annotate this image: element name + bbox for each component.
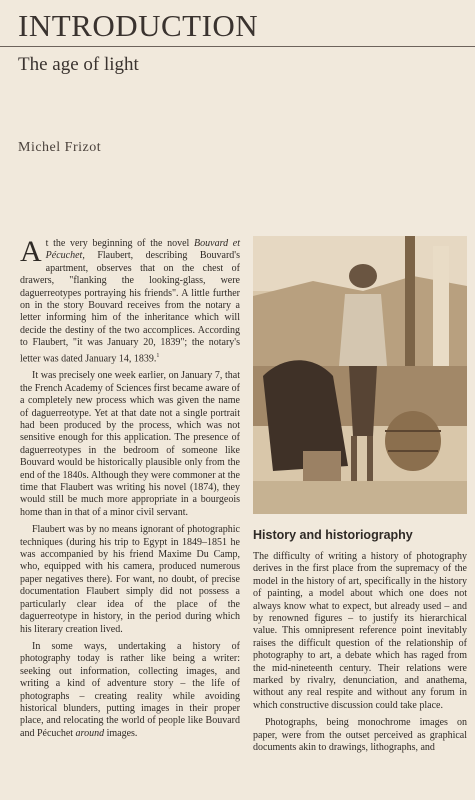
paragraph-2: It was precisely one week earlier, on January 7, that the French Academy of Sciences first became aware of a completely new process which was given the name of daguerreotype. Yet at that date not a single portrait had been produced by the process, which was not sensitive enough for this application. The presence of daguerreotypes in the bedroom of someone like Bouvard would be historically plausible only from the end of the 1840s. Although they were commoner at the time that Flaubert was writing his novel (1874), they would still be much more appropriate in a bourgeois home than in that of a minor civil servant. (20, 370, 240, 518)
photograph-illustration (253, 236, 467, 514)
paragraph-3: Flaubert was by no means ignorant of photographic techniques (during his trip to Egypt in 1849–1851 he was accompanied by his friend Maxime Du Camp, who, equipped with his camera, produced numerous paper negatives there). For want, no doubt, of precise documentation Flaubert simply did not possess a particularly clear idea of the place of the daguerreotype in history, in the period during which his literary creation lived. (20, 524, 240, 635)
footnote-marker: 1 (156, 352, 160, 359)
title-divider (0, 46, 475, 47)
chapter-title: INTRODUCTION (18, 8, 259, 43)
right-paragraph-2: Photographs, being monochrome images on paper, were from the outset perceived as graphical documents akin to drawings, lithographs, and (253, 717, 467, 754)
paragraph-1: At the very beginning of the novel Bouvard et Pécuchet, Flaubert, describing Bouvard's apartment, observes that on the chest of drawers, "flanking the looking-glass, were daguerreotypes portraying his friends". A little further on in the story Bouvard receives from the notary a letter informing him of the inheritance which will decide the destiny of the two accomplices. According to Flaubert, "it was January 20, 1839"; the notary's letter was dated January 14, 1839.$^1$ (20, 235, 240, 364)
paragraph-4: In some ways, undertaking a history of photography today is rather like being a writer: seeking out information, collecting images, and writing a kind of adventure story – the life of photographs – creating reality while avoiding historical blunders, putting images in their proper place, and relocating the world of people like Bouvard and Pécuchet around images. (20, 640, 240, 739)
section-heading: History and historiography (253, 528, 413, 542)
author-name: Michel Frizot (18, 140, 102, 155)
chapter-subtitle: The age of light (18, 54, 139, 75)
historical-photograph (253, 236, 467, 514)
left-text-column (20, 235, 240, 740)
right-paragraph-1: The difficulty of writing a history of photography derives in the first place from the supremacy of the model in the history of art, specifically in the history of painting, a model about which one does not always know what to expect, but already used – and by renowned figures – to justify its hierarchical value. This omnipresent reference point inevitably raises the difficult question of the relationship of photography to art, a debate which has raged from the mid-nineteenth century. Their relations were marked by rivalry, denunciation, and anathema, without any real respite and without any forum in which constructive discussion could take place. (253, 551, 467, 711)
drop-cap: A (20, 235, 42, 268)
right-text-column (253, 551, 467, 755)
